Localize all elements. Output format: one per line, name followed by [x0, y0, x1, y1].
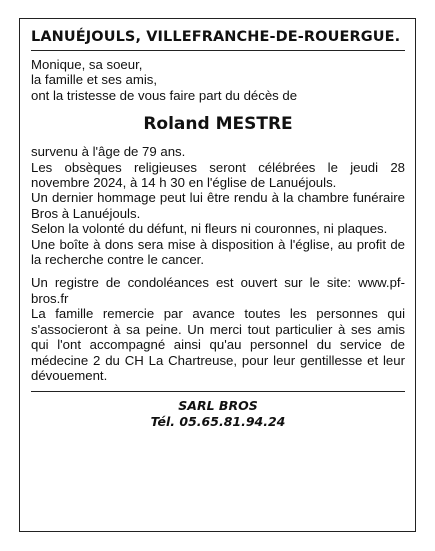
thanks-paragraph: La famille remercie par avance toutes les personnes qui s'associeront à sa peine. Un merci tout particulier à ses amis qui l'ont accompagné ainsi qu'au personnel du service de médecine 2 du CH La Chartreuse, pour leur gentillesse et leur dévouement.: [31, 306, 405, 383]
funeral-details: [31, 144, 405, 267]
intro-line: Monique, sa soeur,: [31, 57, 143, 72]
closing-text: [31, 275, 405, 383]
detail-paragraph: Un dernier hommage peut lui être rendu à la chambre funéraire Bros à Lanuéjouls.: [31, 190, 405, 221]
obituary-notice: [19, 18, 416, 532]
detail-paragraph: Une boîte à dons sera mise à disposition à l'église, au profit de la recherche contre le cancer.: [31, 236, 405, 268]
intro-line: la famille et ses amis,: [31, 72, 158, 88]
condolence-register: Un registre de condoléances est ouvert sur le site: www.pf-bros.fr: [31, 275, 405, 306]
deceased-name: Roland MESTRE: [143, 114, 293, 135]
detail-paragraph: Les obsèques religieuses seront célébrées le jeudi 28 novembre 2024, à 14 h 30 en l'église de Lanuéjouls.: [31, 159, 405, 191]
company-name: SARL BROS: [178, 398, 258, 414]
paragraph-spacer: [31, 267, 405, 275]
signature-divider: [31, 391, 405, 392]
company-phone: Tél. 05.65.81.94.24: [150, 414, 286, 430]
detail-paragraph: survenu à l'âge de 79 ans.: [31, 144, 186, 160]
detail-paragraph: Selon la volonté du défunt, ni fleurs ni couronnes, ni plaques.: [31, 221, 388, 237]
notice-places-heading: LANUÉJOULS, VILLEFRANCHE-DE-ROUERGUE.: [31, 29, 401, 45]
family-intro: [31, 57, 405, 103]
intro-line: ont la tristesse de vous faire part du décès de: [31, 87, 298, 103]
heading-divider: [31, 50, 405, 51]
notice-content: [31, 29, 405, 430]
